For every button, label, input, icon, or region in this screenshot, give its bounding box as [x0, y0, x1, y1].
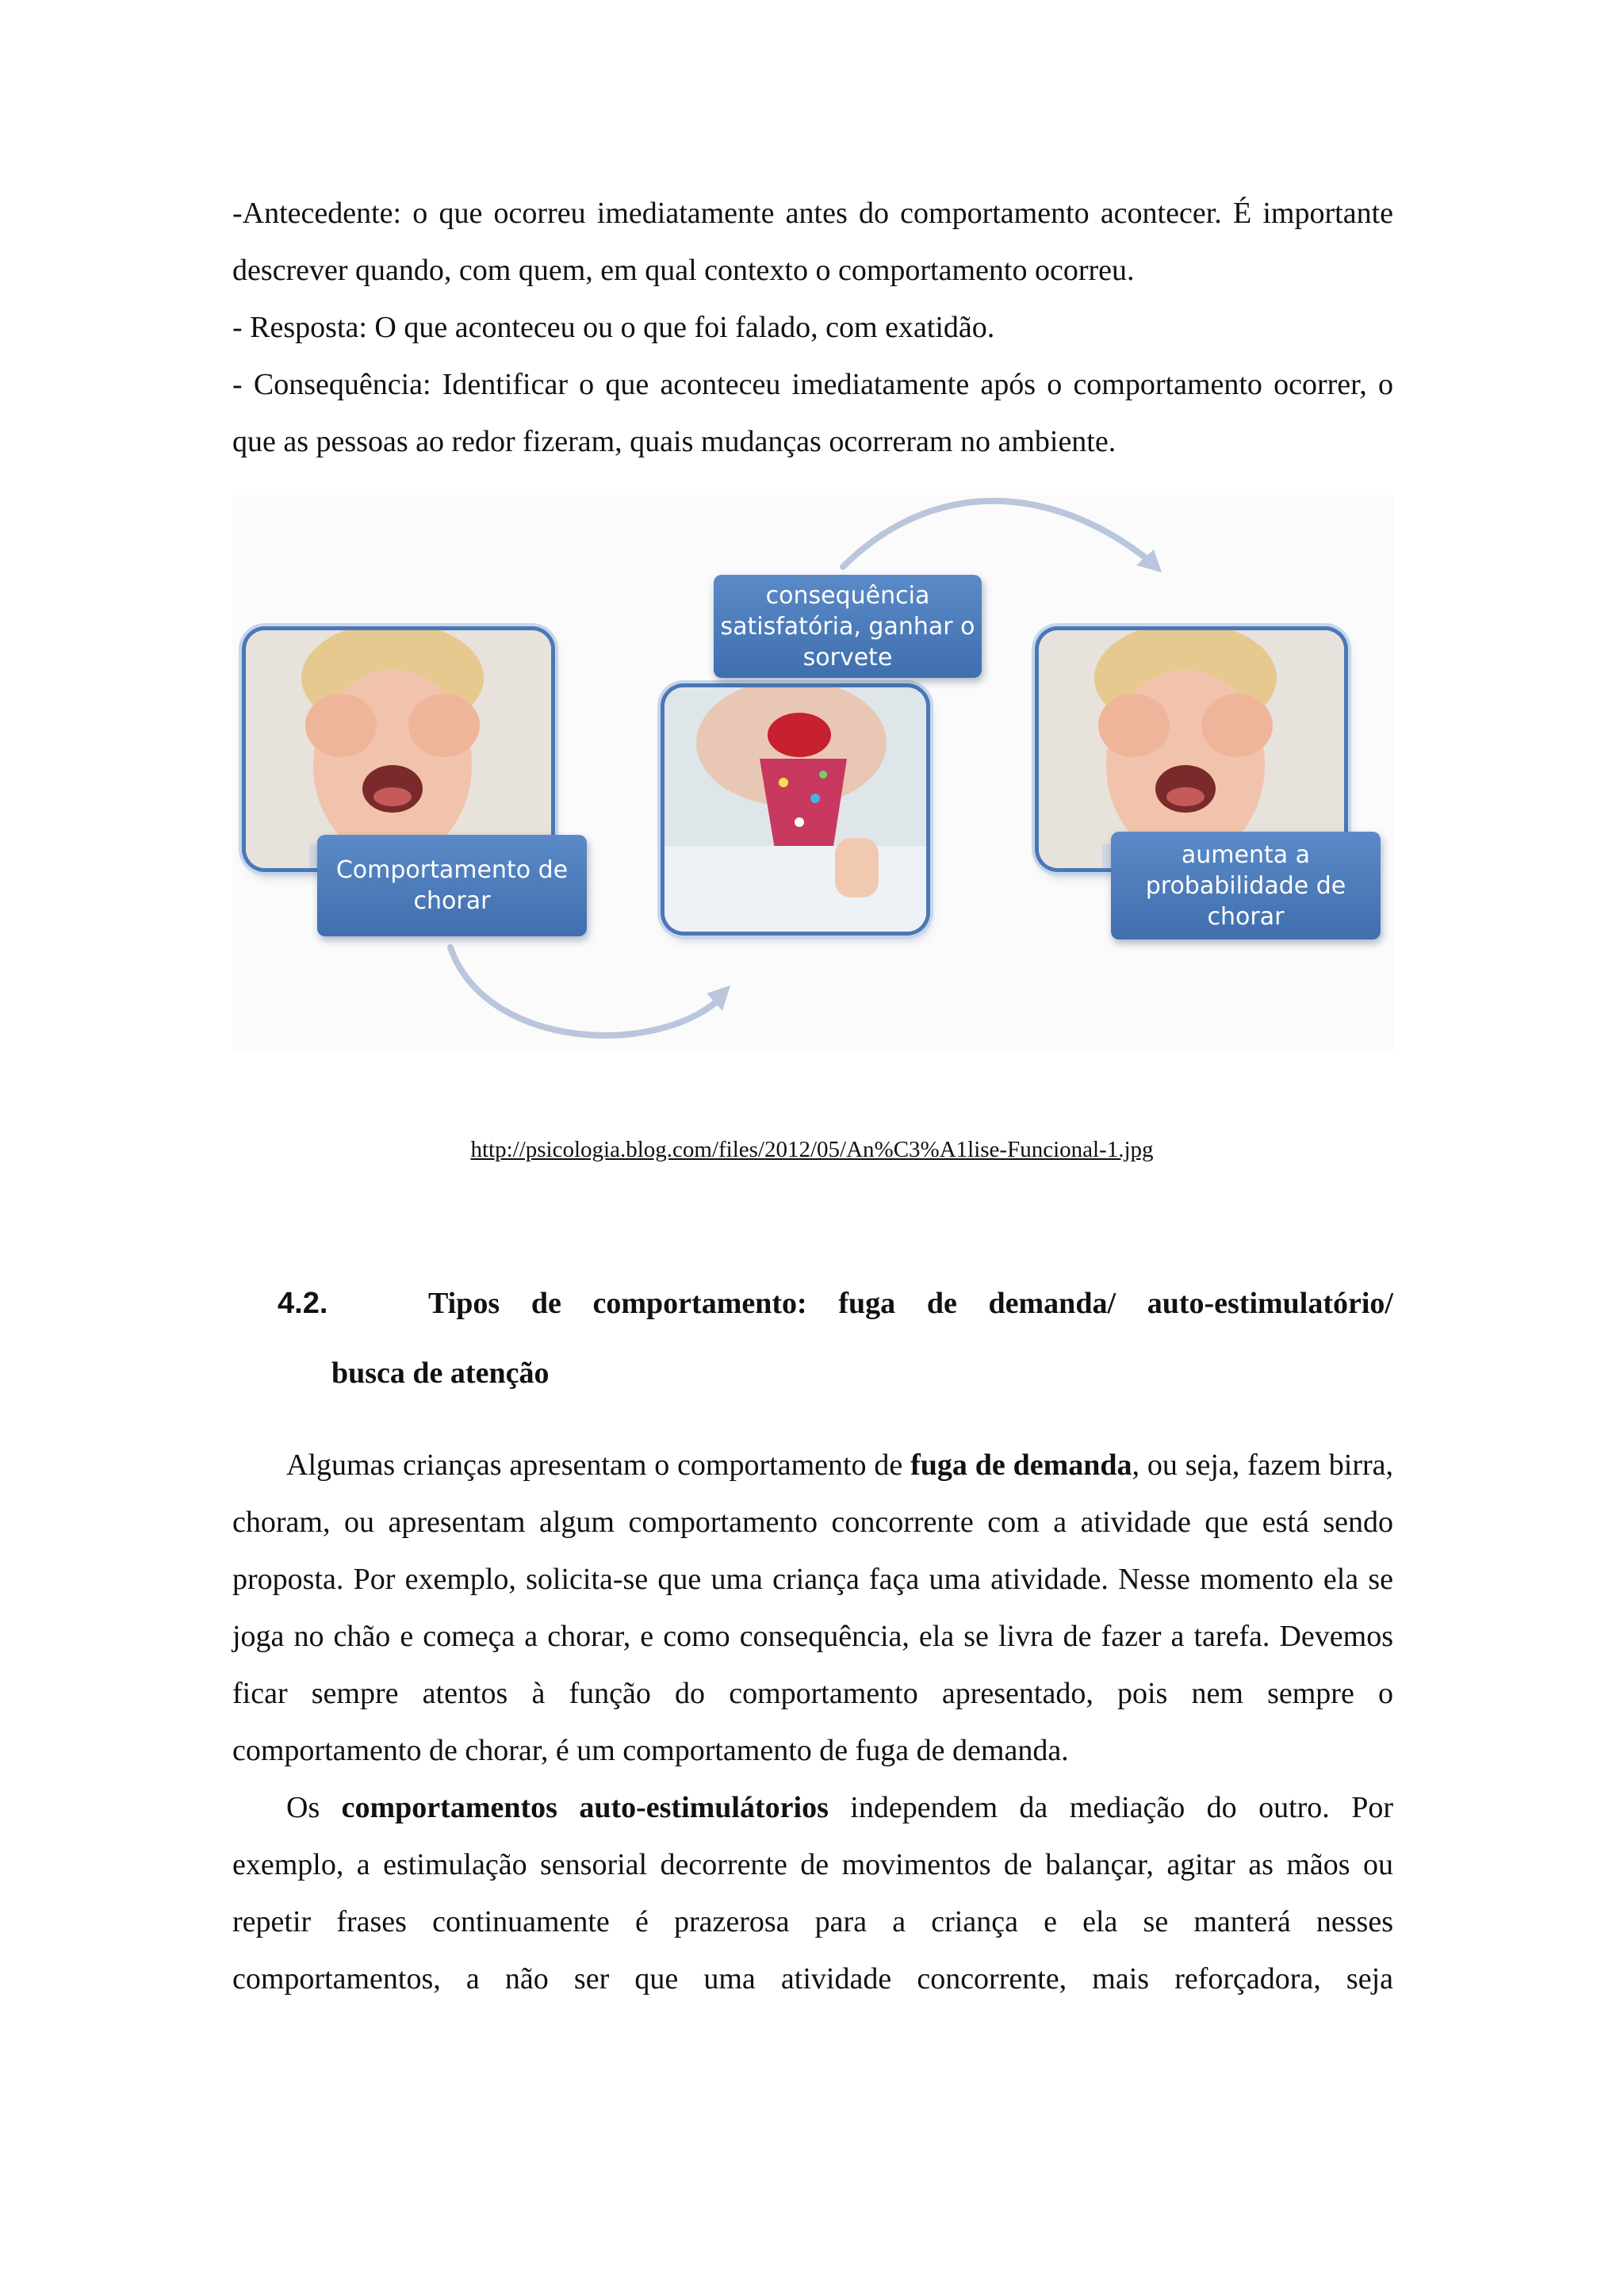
figure-source-link[interactable]: http://psicologia.blog.com/files/2012/05/An%C3%A1lise-Funcional-1.jpg: [470, 1137, 1154, 1162]
caption-right-line-3: chorar: [1207, 902, 1285, 931]
ice-cream-illustration: [665, 687, 926, 932]
intro-section: [232, 185, 1393, 470]
p1-text-a: Algumas crianças apresentam o comportamento de: [286, 1448, 911, 1482]
ice-cream-child-photo: [665, 687, 926, 932]
p2-bold-term: comportamentos auto-estimulátorios: [341, 1791, 829, 1824]
antecedente-paragraph: -Antecedente: o que ocorreu imediatamente antes do comportamento acontecer. É importante descrever quando, com quem, em qual contexto o comportamento ocorreu.: [232, 197, 1393, 287]
crying-child-photo-left: [246, 630, 551, 868]
caption-left-line-1: Comportamento de: [335, 856, 569, 884]
resposta-paragraph: - Resposta: O que aconteceu ou o que foi falado, com exatidão.: [232, 311, 995, 344]
p1-bold-term: fuga de demanda: [910, 1448, 1132, 1482]
caption-middle-line-1: consequência: [765, 581, 930, 610]
p2-text-b: independem da mediação do outro. Por exemplo, a estimulação sensorial decorrente de movimentos de balançar, agitar as mãos ou repetir frases continuamente é prazerosa para a criança e ela se manterá nesses comportamentos, a não ser que uma atividade concorrente, mais reforçadora, seja: [232, 1791, 1394, 1996]
p2-text-a: Os: [286, 1791, 342, 1824]
functional-analysis-figure: [232, 480, 1393, 1058]
fuga-de-demanda-paragraph: [232, 1437, 1393, 1779]
consequencia-paragraph: - Consequência: Identificar o que aconteceu imediatamente após o comportamento ocorrer, o que as pessoas ao redor fizeram, quais mudanças ocorreram no ambiente.: [232, 368, 1393, 458]
caption-left-line-2: chorar: [413, 887, 491, 915]
section-title-line-2: busca de atenção: [331, 1357, 550, 1390]
caption-aumenta-probabilidade: [1111, 832, 1381, 939]
caption-right-line-2: probabilidade de: [1145, 871, 1346, 900]
p1-text-b: , ou seja, fazem birra, choram, ou apresentam algum comportamento concorrente com a atividade que está sendo proposta. Por exemplo, solicita-se que uma criança faça uma atividade. Nesse momento ela se joga no chão e começa a chorar, e como consequência, ela se livra de fazer a tarefa. Devemos ficar sempre atentos à função do comportamento apresentado, pois nem sempre o comportamento de chorar, é um comportamento de fuga de demanda.: [232, 1448, 1394, 1767]
section-title-line-1: Tipos de comportamento: fuga de demanda/ auto-estimulatório/: [428, 1287, 1393, 1320]
caption-consequencia-satisfatoria: [714, 575, 982, 678]
section-heading: [278, 1269, 1393, 1408]
auto-estimulatorios-paragraph: [232, 1779, 1393, 2007]
caption-middle-line-2: satisfatória, ganhar o: [720, 612, 975, 641]
caption-right-line-1: aumenta a: [1181, 840, 1311, 869]
caption-middle-line-3: sorvete: [802, 643, 893, 672]
caption-comportamento-de-chorar: [317, 835, 587, 936]
crying-child-illustration: [246, 630, 551, 868]
section-number: 4.2.: [278, 1287, 328, 1320]
body-section: [232, 1437, 1393, 2007]
